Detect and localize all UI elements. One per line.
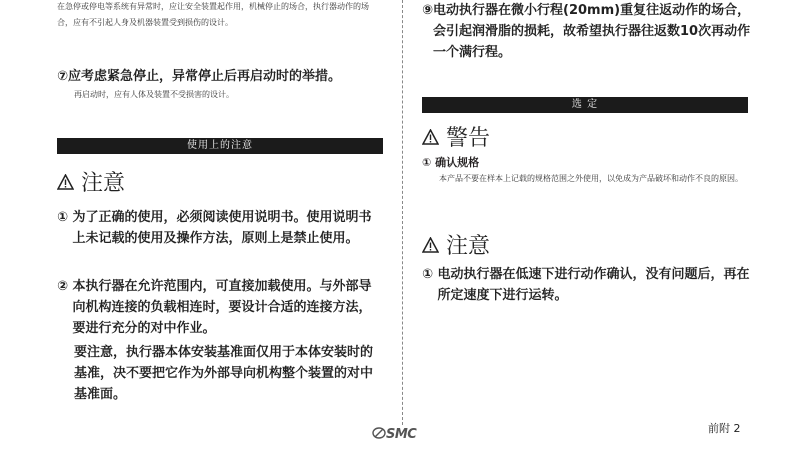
caution-item-2-extra: 要注意，执行器本体安装基准面仅用于本体安装时的基准，决不要把它作为外部导向机构整个装置的对中基准面。 (74, 345, 374, 402)
caution-heading (57, 166, 125, 197)
right-caution-heading-text: 注意 (446, 234, 491, 259)
right-caution-item-1-number: ① (422, 267, 438, 282)
emergency-note: 在急停或停电等系统有异常时，应让安全装置起作用，机械停止的场合，执行器动作的场合，应有不引起人身及机器装置受到损伤的设计。 (57, 2, 369, 27)
warning-heading (422, 121, 490, 152)
smc-logo-text: SMC (386, 427, 417, 442)
caution-item-2-number: ② (57, 279, 73, 294)
item-9 (422, 0, 752, 63)
item-7-note: 再启动时，应有人体及装置不受损害的设计。 (74, 90, 234, 99)
warning-triangle-icon (422, 129, 439, 145)
right-caution-item-1-text: 电动执行器在低速下进行动作确认，没有问题后，再在所定速度下进行运转。 (437, 267, 750, 303)
item-7-number: ⑦ (57, 69, 69, 84)
warning-sub-number: ① (422, 156, 436, 169)
item-7-text: 应考虑紧急停止，异常停止后再启动时的举措。 (68, 69, 342, 84)
section-bar-selection: 选 定 (422, 97, 748, 113)
smc-logo-mark (372, 427, 386, 439)
warning-note: 本产品不要在样本上记载的规格范围之外使用，以免成为产品破坏和动作不良的原因。 (439, 174, 743, 183)
warning-subheading (422, 154, 479, 171)
smc-logo (372, 427, 416, 442)
caution-item-1 (57, 207, 383, 249)
item-7 (57, 66, 387, 87)
warning-heading-text: 警告 (446, 126, 491, 151)
warning-sub-text: 确认规格 (435, 156, 480, 169)
item-9-text: 电动执行器在微小行程(20mm)重复往返动作的场合，会引起润滑脂的损耗，故希望执行器往返数10次再动作一个满行程。 (433, 3, 751, 60)
column-divider (402, 0, 403, 425)
right-caution-item-1 (422, 264, 752, 306)
page-number: 前附 2 (708, 422, 741, 435)
caution-item-1-number: ① (57, 210, 73, 225)
warning-triangle-icon (422, 237, 439, 253)
caution-heading-text: 注意 (81, 171, 126, 196)
section-bar-usage: 使用上的注意 (57, 138, 383, 154)
warning-triangle-icon (57, 174, 74, 190)
caution-item-2 (57, 276, 383, 339)
caution-item-2-text: 本执行器在允许范围内，可直接加载使用。与外部导向机构连接的负载相连时，要设计合适的连接方法，要进行充分的对中作业。 (72, 279, 372, 336)
right-caution-heading (422, 229, 490, 260)
caution-item-1-text: 为了正确的使用，必须阅读使用说明书。使用说明书上未记载的使用及操作方法，原则上是禁止使用。 (72, 210, 372, 246)
item-9-number: ⑨ (422, 3, 434, 18)
